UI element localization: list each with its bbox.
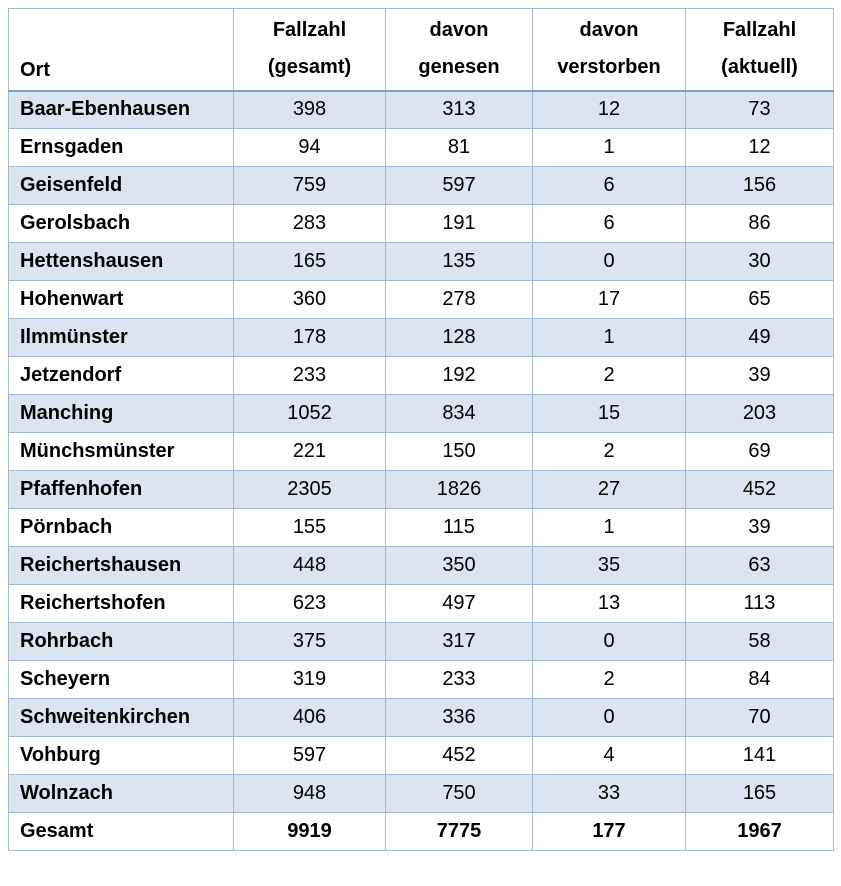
value-cell: 750 — [386, 775, 533, 813]
value-cell: 375 — [234, 623, 386, 661]
value-cell: 135 — [386, 243, 533, 281]
value-cell: 2305 — [234, 471, 386, 509]
ort-cell: Manching — [9, 395, 234, 433]
ort-cell: Wolnzach — [9, 775, 234, 813]
value-cell: 1 — [533, 129, 686, 167]
table-row — [9, 585, 834, 623]
value-cell: 233 — [386, 661, 533, 699]
value-cell: 12 — [686, 129, 834, 167]
value-cell: 81 — [386, 129, 533, 167]
ort-cell: Münchsmünster — [9, 433, 234, 471]
value-cell: 63 — [686, 547, 834, 585]
value-cell: 948 — [234, 775, 386, 813]
ort-cell: Gesamt — [9, 813, 234, 851]
ort-cell: Jetzendorf — [9, 357, 234, 395]
value-cell: 6 — [533, 167, 686, 205]
table-row — [9, 395, 834, 433]
value-cell: 15 — [533, 395, 686, 433]
value-cell: 319 — [234, 661, 386, 699]
value-cell: 27 — [533, 471, 686, 509]
value-cell: 165 — [686, 775, 834, 813]
value-cell: 834 — [386, 395, 533, 433]
header-ort-label: Ort — [20, 58, 50, 81]
value-cell: 191 — [386, 205, 533, 243]
value-cell: 177 — [533, 813, 686, 851]
header-cell-fallzahl-gesamt — [234, 9, 386, 91]
value-cell: 113 — [686, 585, 834, 623]
value-cell: 86 — [686, 205, 834, 243]
table-header — [9, 9, 834, 91]
value-cell: 0 — [533, 243, 686, 281]
value-cell: 192 — [386, 357, 533, 395]
table-row — [9, 623, 834, 661]
table-row — [9, 661, 834, 699]
value-cell: 84 — [686, 661, 834, 699]
table-row — [9, 775, 834, 813]
cases-table-container — [8, 8, 834, 851]
value-cell: 12 — [533, 91, 686, 129]
value-cell: 65 — [686, 281, 834, 319]
value-cell: 2 — [533, 661, 686, 699]
value-cell: 233 — [234, 357, 386, 395]
value-cell: 452 — [686, 471, 834, 509]
table-row — [9, 509, 834, 547]
value-cell: 0 — [533, 623, 686, 661]
ort-cell: Pörnbach — [9, 509, 234, 547]
table-row — [9, 547, 834, 585]
value-cell: 317 — [386, 623, 533, 661]
ort-cell: Schweitenkirchen — [9, 699, 234, 737]
value-cell: 69 — [686, 433, 834, 471]
header-cell-ort — [9, 9, 234, 91]
value-cell: 1 — [533, 509, 686, 547]
value-cell: 13 — [533, 585, 686, 623]
value-cell: 406 — [234, 699, 386, 737]
value-cell: 597 — [234, 737, 386, 775]
value-cell: 165 — [234, 243, 386, 281]
value-cell: 150 — [386, 433, 533, 471]
value-cell: 58 — [686, 623, 834, 661]
ort-cell: Gerolsbach — [9, 205, 234, 243]
table-row — [9, 471, 834, 509]
value-cell: 156 — [686, 167, 834, 205]
value-cell: 9919 — [234, 813, 386, 851]
value-cell: 115 — [386, 509, 533, 547]
table-row — [9, 319, 834, 357]
ort-cell: Baar-Ebenhausen — [9, 91, 234, 129]
value-cell: 128 — [386, 319, 533, 357]
value-cell: 623 — [234, 585, 386, 623]
ort-cell: Hettenshausen — [9, 243, 234, 281]
header-cell-fallzahl-aktuell — [686, 9, 834, 91]
table-row — [9, 433, 834, 471]
table-row — [9, 243, 834, 281]
value-cell: 0 — [533, 699, 686, 737]
value-cell: 73 — [686, 91, 834, 129]
value-cell: 203 — [686, 395, 834, 433]
ort-cell: Scheyern — [9, 661, 234, 699]
total-row — [9, 813, 834, 851]
ort-cell: Ernsgaden — [9, 129, 234, 167]
value-cell: 1052 — [234, 395, 386, 433]
table-body — [9, 91, 834, 851]
value-cell: 597 — [386, 167, 533, 205]
value-cell: 33 — [533, 775, 686, 813]
header-label-line2: (gesamt) — [267, 56, 352, 79]
value-cell: 39 — [686, 509, 834, 547]
value-cell: 141 — [686, 737, 834, 775]
header-row — [9, 9, 834, 91]
table-row — [9, 91, 834, 129]
value-cell: 35 — [533, 547, 686, 585]
value-cell: 39 — [686, 357, 834, 395]
table-row — [9, 737, 834, 775]
value-cell: 278 — [386, 281, 533, 319]
value-cell: 759 — [234, 167, 386, 205]
value-cell: 1967 — [686, 813, 834, 851]
table-row — [9, 205, 834, 243]
table-row — [9, 167, 834, 205]
ort-cell: Rohrbach — [9, 623, 234, 661]
value-cell: 360 — [234, 281, 386, 319]
value-cell: 30 — [686, 243, 834, 281]
ort-cell: Vohburg — [9, 737, 234, 775]
value-cell: 313 — [386, 91, 533, 129]
value-cell: 17 — [533, 281, 686, 319]
header-label-line2: genesen — [418, 56, 500, 79]
header-cell-davon-genesen — [386, 9, 533, 91]
table-row — [9, 129, 834, 167]
value-cell: 155 — [234, 509, 386, 547]
value-cell: 2 — [533, 357, 686, 395]
value-cell: 283 — [234, 205, 386, 243]
value-cell: 4 — [533, 737, 686, 775]
ort-cell: Hohenwart — [9, 281, 234, 319]
value-cell: 448 — [234, 547, 386, 585]
header-cell-davon-verstorben — [533, 9, 686, 91]
ort-cell: Reichertshofen — [9, 585, 234, 623]
value-cell: 6 — [533, 205, 686, 243]
value-cell: 350 — [386, 547, 533, 585]
value-cell: 398 — [234, 91, 386, 129]
value-cell: 1826 — [386, 471, 533, 509]
value-cell: 70 — [686, 699, 834, 737]
header-label-line1: davon — [579, 19, 639, 42]
table-row — [9, 699, 834, 737]
value-cell: 221 — [234, 433, 386, 471]
table-row — [9, 357, 834, 395]
header-label-line1: Fallzahl — [272, 19, 347, 42]
cases-table — [8, 8, 834, 851]
header-label-line2: verstorben — [557, 56, 661, 79]
header-label-line1: Fallzahl — [722, 19, 797, 42]
value-cell: 178 — [234, 319, 386, 357]
value-cell: 2 — [533, 433, 686, 471]
ort-cell: Pfaffenhofen — [9, 471, 234, 509]
header-label-line2: (aktuell) — [721, 56, 798, 79]
value-cell: 7775 — [386, 813, 533, 851]
value-cell: 452 — [386, 737, 533, 775]
value-cell: 336 — [386, 699, 533, 737]
ort-cell: Geisenfeld — [9, 167, 234, 205]
ort-cell: Ilmmünster — [9, 319, 234, 357]
table-row — [9, 281, 834, 319]
value-cell: 1 — [533, 319, 686, 357]
value-cell: 497 — [386, 585, 533, 623]
ort-cell: Reichertshausen — [9, 547, 234, 585]
value-cell: 49 — [686, 319, 834, 357]
value-cell: 94 — [234, 129, 386, 167]
header-label-line1: davon — [429, 19, 489, 42]
